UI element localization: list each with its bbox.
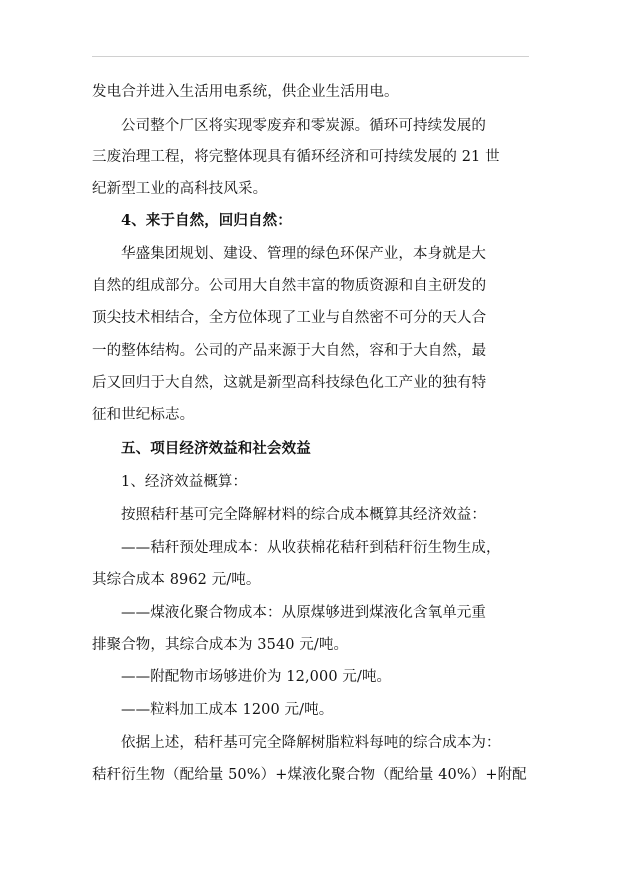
- paragraph-line: 自然的组成部分。公司用大自然丰富的物质资源和自主研发的: [92, 278, 487, 294]
- paragraph-line: 发电合并进入生活用电系统，供企业生活用电。: [92, 84, 399, 100]
- paragraph-line: 依据上述，秸秆基可完全降解树脂粒料每吨的综合成本为：: [121, 735, 501, 751]
- paragraph-line: 公司整个厂区将实现零废弃和零炭源。循环可持续发展的: [121, 118, 486, 134]
- paragraph-line: 华盛集团规划、建设、管理的绿色环保产业，本身就是大: [121, 246, 486, 262]
- paragraph-line: 顶尖技术相结合，全方位体现了工业与自然密不可分的天人合: [92, 310, 487, 326]
- paragraph-line: 纪新型工业的高科技风采。: [92, 181, 268, 197]
- header-rule: [92, 56, 529, 57]
- paragraph-line: ——煤液化聚合物成本：从原煤够进到煤液化含氧单元重: [121, 605, 486, 621]
- paragraph-line: 按照秸秆基可完全降解材料的综合成本概算其经济效益：: [121, 507, 486, 523]
- paragraph-line: ——秸秆预处理成本：从收获棉花秸秆到秸秆衍生物生成，: [121, 540, 501, 556]
- chapter-heading: 五、项目经济效益和社会效益: [121, 440, 311, 457]
- paragraph-line: 一的整体结构。公司的产品来源于大自然，容和于大自然，最: [92, 343, 487, 359]
- paragraph-line: 排聚合物，其综合成本为 3540 元/吨。: [92, 637, 349, 653]
- paragraph-line: 征和世纪标志。: [92, 407, 195, 423]
- subsection-heading: 1、经济效益概算：: [121, 474, 248, 490]
- paragraph-line: 三废治理工程，将完整体现具有循环经济和可持续发展的 21 世: [92, 149, 500, 165]
- paragraph-line: 后又回归于大自然，这就是新型高科技绿色化工产业的独有特: [92, 375, 487, 391]
- paragraph-line: 其综合成本 8962 元/吨。: [92, 572, 261, 588]
- paragraph-line: ——粒料加工成本 1200 元/吨。: [121, 702, 334, 718]
- paragraph-line: ——附配物市场够进价为 12,000 元/吨。: [121, 669, 392, 685]
- paragraph-line: 秸秆衍生物（配给量 50%）+煤液化聚合物（配给量 40%）+附配: [92, 767, 527, 783]
- section-heading: 4、来于自然，回归自然：: [121, 212, 292, 229]
